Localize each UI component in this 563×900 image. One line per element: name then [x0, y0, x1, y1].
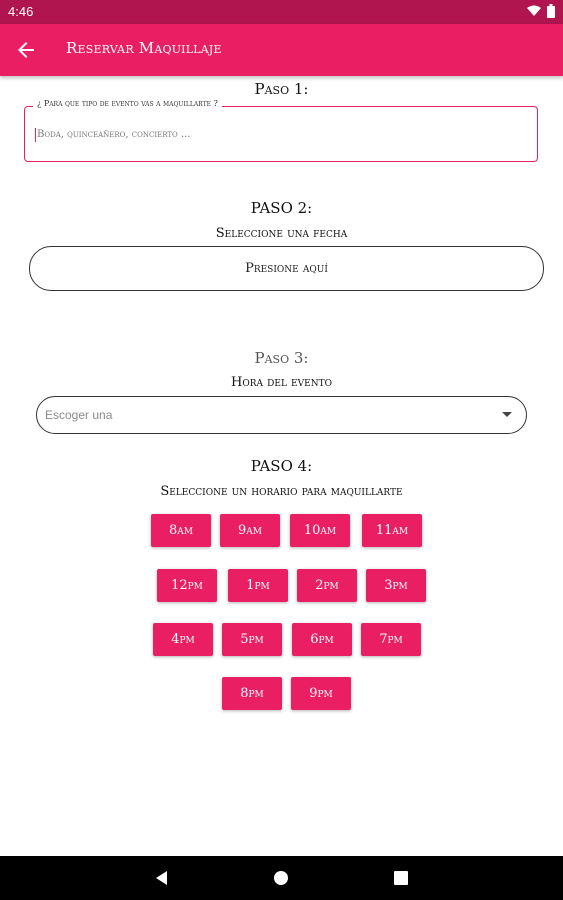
step2-subtitle: Seleccione una fecha [215, 226, 348, 241]
date-picker-button[interactable]: Presione aquí [29, 246, 544, 291]
time-button-4pm[interactable]: 4pm [153, 623, 213, 656]
step2-title: PASO 2: [250, 199, 313, 217]
time-button-9pm[interactable]: 9pm [291, 677, 351, 710]
step4-subtitle: Seleccione un horario para maquillarte [160, 484, 403, 499]
nav-recents-icon[interactable] [391, 868, 411, 888]
battery-icon [547, 4, 555, 18]
time-button-3pm[interactable]: 3pm [366, 569, 426, 602]
step3-title: Paso 3: [254, 349, 309, 367]
navigation-bar [0, 856, 563, 900]
dropdown-arrow-icon [502, 412, 512, 418]
time-button-8pm[interactable]: 8pm [222, 677, 282, 710]
nav-back-icon[interactable] [152, 868, 172, 888]
step3-subtitle: Hora del evento [231, 375, 332, 390]
nav-home-icon[interactable] [271, 868, 291, 888]
back-arrow-icon[interactable] [14, 38, 38, 62]
time-button-10am[interactable]: 10am [290, 514, 350, 547]
time-button-1pm[interactable]: 1pm [228, 569, 288, 602]
status-time: 4:46 [8, 4, 34, 19]
time-button-8am[interactable]: 8am [151, 514, 211, 547]
time-button-7pm[interactable]: 7pm [361, 623, 421, 656]
time-button-2pm[interactable]: 2pm [297, 569, 357, 602]
event-time-selected: Escoger una [45, 408, 113, 422]
step4-title: PASO 4: [250, 457, 313, 475]
event-type-placeholder: Boda, quinceañero, concierto ... [37, 129, 191, 140]
event-time-select[interactable] [36, 396, 527, 434]
time-button-12pm[interactable]: 12pm [157, 569, 217, 602]
app-bar [0, 24, 563, 76]
page-title: Reservar Maquillaje [66, 39, 222, 57]
event-type-label: ¿ Para que tipo de evento vas a maquillarte ? [33, 99, 222, 108]
time-button-9am[interactable]: 9am [220, 514, 280, 547]
time-button-11am[interactable]: 11am [362, 514, 422, 547]
time-button-6pm[interactable]: 6pm [292, 623, 352, 656]
time-button-5pm[interactable]: 5pm [222, 623, 282, 656]
event-type-field[interactable] [24, 99, 538, 162]
step1-title: Paso 1: [254, 80, 309, 98]
status-bar [0, 0, 563, 24]
wifi-icon [527, 5, 541, 17]
text-cursor [35, 128, 36, 142]
